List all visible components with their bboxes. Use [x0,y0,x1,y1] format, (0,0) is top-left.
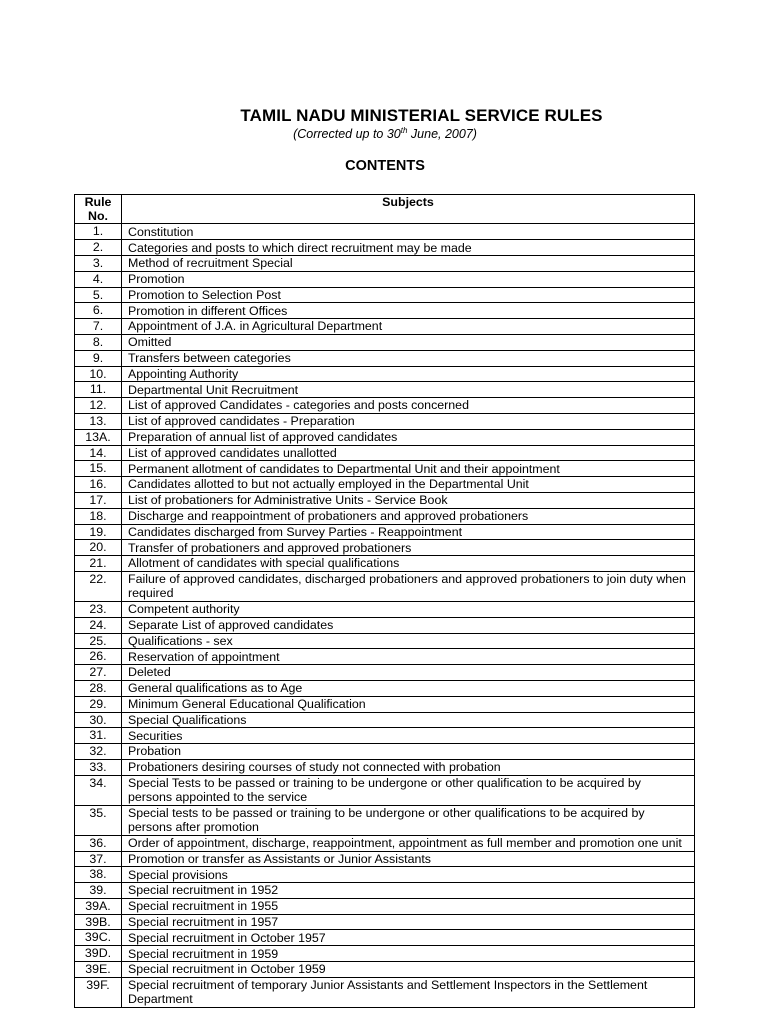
subject-cell: Omitted [122,334,695,350]
table-header-row [75,195,695,224]
rule-number-cell: 26. [75,649,122,665]
table-row [75,759,695,775]
table-row [75,805,695,835]
table-row [75,413,695,429]
table-row [75,350,695,366]
rule-number-cell: 18. [75,508,122,524]
contents-table-body [75,224,695,1007]
rule-number-cell: 32. [75,744,122,760]
subject-cell: Allotment of candidates with special qualifications [122,556,695,572]
subject-cell: Promotion or transfer as Assistants or Junior Assistants [122,851,695,867]
table-row [75,224,695,240]
table-row [75,930,695,946]
subject-cell: Transfers between categories [122,350,695,366]
subject-cell: Transfer of probationers and approved probationers [122,540,695,556]
rule-number-cell: 15. [75,461,122,477]
rule-number-cell: 36. [75,835,122,851]
subject-cell: Order of appointment, discharge, reappointment, appointment as full member and promotion one unit [122,835,695,851]
subject-cell: List of approved candidates unallotted [122,445,695,461]
table-row [75,680,695,696]
document-title: TAMIL NADU MINISTERIAL SERVICE RULES [240,106,603,125]
rule-number-cell: 8. [75,334,122,350]
rule-number-cell: 39D. [75,946,122,962]
table-row [75,617,695,633]
table-row [75,508,695,524]
table-row [75,914,695,930]
table-row [75,696,695,712]
subject-cell: Special provisions [122,867,695,883]
rule-number-cell: 12. [75,398,122,414]
rule-number-cell: 3. [75,256,122,272]
table-row [75,556,695,572]
table-row [75,649,695,665]
table-row [75,477,695,493]
subject-cell: Categories and posts to which direct recruitment may be made [122,240,695,256]
subtitle-suffix: June, 2007) [407,127,477,141]
rule-number-cell: 14. [75,445,122,461]
subject-cell: Probation [122,744,695,760]
rule-number-cell: 33. [75,759,122,775]
table-row [75,287,695,303]
table-row [75,271,695,287]
table-row [75,540,695,556]
table-row [75,728,695,744]
rule-number-cell: 13A. [75,429,122,445]
subject-cell: Special recruitment in 1957 [122,914,695,930]
contents-table [74,194,695,1008]
table-row [75,366,695,382]
subject-cell: Separate List of approved candidates [122,617,695,633]
rule-number-cell: 27. [75,665,122,681]
rule-number-cell: 31. [75,728,122,744]
table-row [75,744,695,760]
table-row [75,382,695,398]
rule-number-cell: 30. [75,712,122,728]
rule-number-cell: 16. [75,477,122,493]
subject-cell: Reservation of appointment [122,649,695,665]
rule-number-cell: 39C. [75,930,122,946]
rule-number-cell: 7. [75,319,122,335]
subject-cell: Minimum General Educational Qualification [122,696,695,712]
subject-cell: Candidates allotted to but not actually employed in the Departmental Unit [122,477,695,493]
rule-number-cell: 17. [75,492,122,508]
table-row [75,962,695,978]
table-row [75,256,695,272]
rule-number-cell: 39. [75,883,122,899]
subject-cell: Constitution [122,224,695,240]
rule-number-cell: 21. [75,556,122,572]
subject-cell: Special Qualifications [122,712,695,728]
subject-cell: Special Tests to be passed or training to be undergone or other qualification to be acquired by persons appointed to the service [122,775,695,805]
subject-cell: Special recruitment in 1955 [122,898,695,914]
subjects-header: Subjects [122,195,695,224]
subject-cell: Failure of approved candidates, discharged probationers and approved probationers to join duty when required [122,571,695,601]
table-row [75,851,695,867]
table-row [75,883,695,899]
table-row [75,445,695,461]
rule-number-cell: 22. [75,571,122,601]
rule-number-cell: 37. [75,851,122,867]
table-row [75,429,695,445]
subtitle-prefix: (Corrected up to 30 [293,127,401,141]
subject-cell: Permanent allotment of candidates to Departmental Unit and their appointment [122,461,695,477]
subject-cell: List of approved candidates - Preparation [122,413,695,429]
rule-number-cell: 28. [75,680,122,696]
table-row [75,898,695,914]
table-row [75,461,695,477]
subject-cell: Appointment of J.A. in Agricultural Department [122,319,695,335]
rule-number-cell: 35. [75,805,122,835]
subject-cell: Deleted [122,665,695,681]
rule-number-cell: 39B. [75,914,122,930]
table-row [75,835,695,851]
table-row [75,240,695,256]
subject-cell: Appointing Authority [122,366,695,382]
subject-cell: General qualifications as to Age [122,680,695,696]
rule-number-cell: 25. [75,633,122,649]
table-row [75,633,695,649]
subject-cell: Qualifications - sex [122,633,695,649]
subject-cell: Special recruitment in 1959 [122,946,695,962]
rule-number-cell: 39E. [75,962,122,978]
rule-number-cell: 34. [75,775,122,805]
document-subtitle [0,127,768,141]
subject-cell: List of approved Candidates - categories and posts concerned [122,398,695,414]
table-row [75,334,695,350]
subject-cell: Preparation of annual list of approved candidates [122,429,695,445]
rule-number-cell: 1. [75,224,122,240]
subject-cell: Securities [122,728,695,744]
subject-cell: Special tests to be passed or training to be undergone or other qualifications to be acquired by persons after promotion [122,805,695,835]
table-row [75,398,695,414]
table-row [75,571,695,601]
subject-cell: Promotion to Selection Post [122,287,695,303]
rule-number-cell: 5. [75,287,122,303]
rule-number-cell: 6. [75,303,122,319]
table-row [75,601,695,617]
table-row [75,867,695,883]
rule-number-cell: 39F. [75,977,122,1007]
contents-heading: CONTENTS [345,158,425,174]
rule-number-cell: 29. [75,696,122,712]
subject-cell: Discharge and reappointment of probationers and approved probationers [122,508,695,524]
table-row [75,665,695,681]
table-row [75,946,695,962]
rule-number-cell: 38. [75,867,122,883]
rule-number-cell: 10. [75,366,122,382]
table-row [75,712,695,728]
subject-cell: Method of recruitment Special [122,256,695,272]
subject-cell: Special recruitment of temporary Junior Assistants and Settlement Inspectors in the Settlement Department [122,977,695,1007]
subject-cell: Departmental Unit Recruitment [122,382,695,398]
rule-number-cell: 13. [75,413,122,429]
rule-number-cell: 24. [75,617,122,633]
rule-number-cell: 9. [75,350,122,366]
subject-cell: Promotion in different Offices [122,303,695,319]
subject-cell: Special recruitment in 1952 [122,883,695,899]
subject-cell: Competent authority [122,601,695,617]
table-row [75,319,695,335]
table-row [75,977,695,1007]
rule-number-cell: 2. [75,240,122,256]
rule-number-cell: 19. [75,524,122,540]
rule-number-cell: 39A. [75,898,122,914]
subject-cell: Promotion [122,271,695,287]
table-row [75,303,695,319]
subtitle-superscript: th [400,125,408,135]
table-row [75,492,695,508]
rule-number-cell: 20. [75,540,122,556]
subject-cell: Candidates discharged from Survey Parties - Reappointment [122,524,695,540]
table-row [75,775,695,805]
rule-number-cell: 4. [75,271,122,287]
subject-cell: Special recruitment in October 1959 [122,962,695,978]
subject-cell: Probationers desiring courses of study not connected with probation [122,759,695,775]
subject-cell: List of probationers for Administrative Units - Service Book [122,492,695,508]
rule-number-cell: 23. [75,601,122,617]
table-row [75,524,695,540]
rule-no-header: Rule No. [75,195,122,224]
subject-cell: Special recruitment in October 1957 [122,930,695,946]
rule-number-cell: 11. [75,382,122,398]
